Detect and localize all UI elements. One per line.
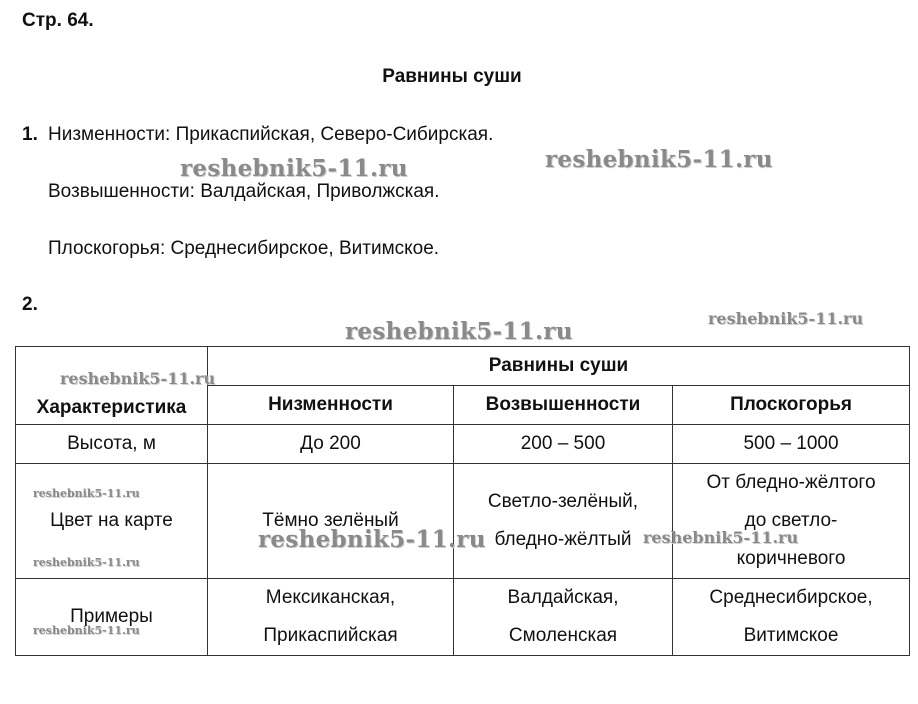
table-row (16, 464, 910, 579)
cell-lowlands: Тёмно зелёный (208, 464, 454, 579)
watermark: reshebnik5-11.ru (345, 318, 573, 345)
uplands-line: Возвышенности: Валдайская, Приволжская. (48, 181, 440, 202)
cell-line: Мексиканская, (265, 587, 396, 608)
cell-lowlands (208, 579, 454, 656)
watermark: reshebnik5-11.ru (708, 309, 864, 328)
plains-table (15, 346, 910, 656)
cell-uplands (454, 579, 673, 656)
corner-header: Характеристика (16, 347, 208, 425)
watermark: reshebnik5-11.ru (33, 556, 140, 569)
row-label: Высота, м (16, 425, 208, 464)
cell-line: Валдайская, (507, 587, 619, 608)
cell-plateaus (673, 579, 910, 656)
watermark: reshebnik5-11.ru (60, 369, 216, 388)
cell-line: Светло-зелёный, (487, 491, 639, 512)
col-header-plateaus: Плоскогорья (673, 386, 910, 425)
cell-line: коричневого (736, 548, 846, 569)
watermark: reshebnik5-11.ru (258, 526, 486, 553)
watermark: reshebnik5-11.ru (643, 528, 799, 547)
cell-line: Смоленская (508, 625, 618, 646)
task-2-number: 2. (22, 294, 38, 315)
col-header-uplands: Возвышенности (454, 386, 673, 425)
col-header-lowlands: Низменности (208, 386, 454, 425)
task-1-number: 1. (22, 124, 38, 145)
lowlands-line: Низменности: Прикаспийская, Северо-Сибирская. (48, 124, 494, 145)
watermark: reshebnik5-11.ru (33, 624, 140, 637)
cell-line: бледно-жёлтый (494, 529, 632, 550)
row-label: Цвет на карте (16, 464, 208, 579)
page-label: Стр. 64. (22, 10, 94, 31)
section-title: Равнины суши (382, 66, 522, 87)
row-label: Примеры (16, 579, 208, 656)
watermark: reshebnik5-11.ru (180, 155, 408, 182)
cell-uplands (454, 464, 673, 579)
cell-line: до светло- (744, 510, 838, 531)
cell-lowlands: До 200 (208, 425, 454, 464)
plateaus-line: Плоскогорья: Среднесибирское, Витимское. (48, 238, 440, 259)
table-row (16, 579, 910, 656)
watermark: reshebnik5-11.ru (545, 146, 773, 173)
group-header: Равнины суши (208, 347, 910, 386)
table-row (16, 425, 910, 464)
watermark: reshebnik5-11.ru (33, 487, 140, 500)
cell-plateaus (673, 464, 910, 579)
cell-line: От бледно-жёлтого (706, 472, 876, 493)
cell-line: Прикаспийская (263, 625, 398, 646)
cell-plateaus: 500 – 1000 (673, 425, 910, 464)
cell-uplands: 200 – 500 (454, 425, 673, 464)
cell-line: Витимское (743, 625, 839, 646)
cell-line: Среднесибирское, (709, 587, 873, 608)
